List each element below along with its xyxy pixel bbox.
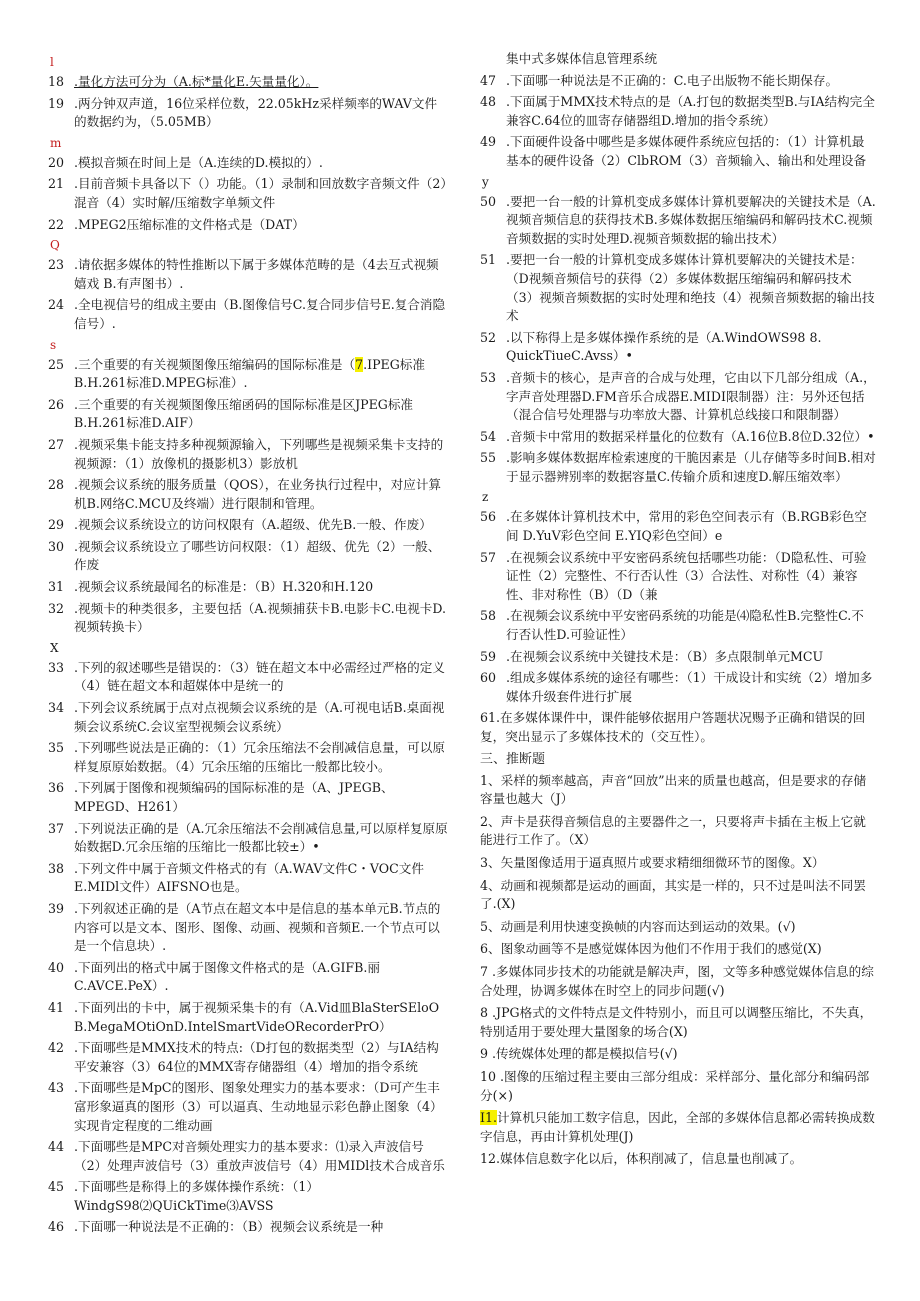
page-marker: X <box>50 640 59 655</box>
question-50: 50 .要把一台一般的计算机变成多媒体计算机要解决的关键技术是（A.视频音频信息的获得技术B.多媒体数据压缩编码和解码技术C.视频音频数据的实时处理D.视频音频数据的输出技术） <box>480 193 876 246</box>
question-42: 42 .下面哪些是MMX技术的特点:（D打包的数据类型（2）与IA结构平安兼容（3）64位的MMX寄存储器组（4）增加的指令系统 <box>48 1040 439 1074</box>
highlight-mark: 7 <box>355 356 364 372</box>
question-44: 44 .下面哪些是MPC对音频处理实力的基本要求：⑴录入声波信号（2）处理声波信号（3）重放声波信号（4）用MIDl技术合成音乐 <box>48 1139 445 1173</box>
question-37: 37 .下列说法正确的是（A.冗余压缩法不会削减信息量,可以原样复原原始数据D.冗余压缩的压缩比一般都比较±）• <box>48 820 448 855</box>
question-46-continued: 集中式多媒体信息管理系统 <box>506 51 658 66</box>
page-marker: z <box>482 490 489 505</box>
question-48: 48 .下面属于MMX技术特点的是（A.打包的数据类型B.与IA结构完全兼容C.64位的皿寄存储器组D.增加的指令系统） <box>480 94 875 128</box>
judgement-item: 2、声卡是获得音频信息的主要器件之一，只要将声卡插在主板上它就能进行工作了。（X） <box>480 813 866 848</box>
question-25: 25 .三个重要的有关视频图像压缩编码的国际标准是（7.IPEG标准B.H.261标准D.MPEG标准）. <box>48 356 425 391</box>
section-title: 三、推断题 <box>480 751 546 767</box>
question-61: 61.在多媒体课件中，课件能够依据用户答题状况赐予正确和错误的回复，突出显示了多媒体技术的（交互性）。 <box>480 710 866 744</box>
page-marker: m <box>50 135 62 150</box>
question-53: 53 .音频卡的核心，是声音的合成与处理，它由以下几部分组成（A.，字声音处理器D.FM音乐合成器E.MIDI限制器）注：另外还包括（混合信号处理器与功率放大器、计算机总线接口和限制器） <box>480 369 876 423</box>
question-57: 57 .在视频会议系统中平安密码系统包括哪些功能：（D隐私性、可验证性（2）完整性、不行否认性（3）合法性、对称性（4）兼容性、非对称性（B）（D（兼 <box>480 549 867 602</box>
question-36: 36 .下列属于图像和视频编码的国际标准的是（A、JPEGB、MPEGD、H261） <box>48 780 394 814</box>
question-54: 54 .音频卡中常用的数据采样量化的位数有（A.16位B.8位D.32位）• <box>480 428 875 444</box>
page-marker: Q <box>50 238 60 253</box>
question-43: 43 .下面哪些是MpC的图形、图象处理实力的基本要求：（D可产生丰富形象逼真的图形（3）可以逼真、生动地显示彩色静止图象（4）实现肯定程度的二维动画 <box>48 1080 443 1133</box>
question-20: 20 .模拟音频在时间上是（A.连续的D.模拟的）. <box>48 154 323 170</box>
judgement-item: 5、动画是利用快速变换帧的内容而达到运动的效果。(√) <box>480 918 796 934</box>
question-31: 31 .视频会议系统最闻名的标准是：（B）H.320和H.120 <box>48 579 374 595</box>
question-23: 23 .请依据多媒体的特性推断以下属于多媒体范畴的是（4去互式视频嬉戏 B.有声图书）. <box>48 257 439 291</box>
judgement-item: 12.媒体信息数字化以后，体积削减了，信息量也削减了。 <box>480 1151 803 1167</box>
judgement-item: 6、图象动画等不是感觉媒体因为他们不作用于我们的感觉(X) <box>480 941 822 957</box>
question-18: 18 .量化方法可分为（A.标*量化E.矢量量化）。 <box>48 74 319 89</box>
question-22: 22 .MPEG2压缩标准的文件格式是（DAT） <box>48 216 305 232</box>
question-29: 29 .视频会议系统设立的访问权限有（A.超级、优先B.一般、作废） <box>48 517 432 533</box>
question-24: 24 .全电视信号的组成主要由（B.图像信号C.复合同步信号E.复合消隐信号）. <box>48 297 446 331</box>
question-52: 52 .以下称得上是多媒体操作系统的是（A.WindOWS98 8. QuickTiueC.Avss）• <box>480 329 822 364</box>
judgement-item: 10 .图像的压缩过程主要由三部分组成：采样部分、量化部分和编码部分(×) <box>480 1068 870 1103</box>
judgement-item: 8 .JPG格式的文件特点是文件特别小，而且可以调整压缩比，不失真，特别适用于要处理大量图象的场合(X) <box>480 1005 873 1039</box>
question-34: 34 .下列会议系统属于点对点视频会议系统的是（A.可视电话B.桌面视频会议系统C.会议室型视频会议系统） <box>48 700 445 734</box>
page-marker: y <box>482 174 489 189</box>
question-58: 58 .在视频会议系统中平安密码系统的功能是⑷隐私性B.完整性C.不行否认性D.可验证性） <box>480 608 864 643</box>
question-49: 49 .下面硬件设备中哪些是多媒体硬件系统应包括的：（1）计算机最基本的硬件设备（2）ClbROM（3）音频输入、输出和处理设备 <box>480 134 867 168</box>
question-60: 60 .组成多媒体系统的途径有哪些：（1）干成设计和实统（2）增加多媒体升级套件进行扩展 <box>480 670 873 704</box>
question-30: 30 .视频会议系统设立了哪些访问权限：（1）超级、优先（2）一般、作废 <box>48 538 441 573</box>
question-32: 32 .视频卡的种类很多，主要包括（A.视频捕获卡B.电影卡C.电视卡D.视频转换卡） <box>48 600 447 635</box>
page-marker: l <box>50 55 54 69</box>
right-column <box>480 50 876 1173</box>
question-27: 27 .视频采集卡能支持多种视频源输入，下列哪些是视频采集卡支持的视频源：（1）放像机的摄影机3）影放机 <box>48 436 444 471</box>
question-47: 47 .下面哪一种说法是不正确的：C.电子出版物不能长期保存。 <box>480 72 839 88</box>
question-55: 55 .影响多媒体数据库检索速度的干脆因素是（儿存储等多时间B.相对于显示器辨别率的数据容量C.传输介质和速度D.解压缩效率） <box>480 450 876 484</box>
question-45: 45 .下面哪些是称得上的多媒体操作系统：（1）WindgS98⑵QUiCkTime⑶AVSS <box>48 1179 319 1213</box>
judgement-item: 1、采样的频率越高，声音“回放”出来的质量也越高，但是要求的存储容量也越大（J） <box>480 772 867 807</box>
judgement-item: 9 .传统媒体处理的都是模拟信号(√) <box>480 1046 678 1062</box>
question-41: 41 .下面列出的卡中，属于视频采集卡的有（A.Vid皿BlaSterSEloOB.MegaMOtiOnD.IntelSmartVideORecorderPrO） <box>48 999 440 1034</box>
judgement-item: 3、矢量图像适用于逼真照片或要求精细细微环节的图像。X） <box>480 854 825 870</box>
question-56: 56 .在多媒体计算机技术中，常用的彩色空间表示有（B.RGB彩色空间 D.YuV彩色空间 E.YIQ彩色空间）e <box>480 509 867 544</box>
left-column <box>48 54 448 1240</box>
question-28: 28 .视频会议系统的服务质量（QOS），在业务执行过程中，对应计算机B.网络C.MCU及终端）进行限制和管理。 <box>48 477 442 511</box>
question-51: 51 .要把一台一般的计算机变成多媒体计算机要解决的关键技术是：（D视频音频信号的获得（2）多媒体数据压缩编码和解码技术（3）视频音频数据的实时处理和绝技（4）视频音频数据的输出技术 <box>480 252 875 324</box>
question-40: 40 .下面列出的格式中属于图像文件格式的是（A.GIFB.丽C.AVCE.PeX）. <box>48 959 381 994</box>
question-46: 46 .下面哪一种说法是不正确的：（B）视频会议系统是一种 <box>48 1219 384 1235</box>
judgement-item: 7 .多媒体同步技术的功能就是解决声，图，文等多种感觉媒体信息的综合处理，协调多媒体在时空上的同步问题(√) <box>480 963 874 998</box>
judgement-item: 4、动画和视频都是运动的画面，其实是一样的，只不过是叫法不同罢了.(X) <box>480 877 866 912</box>
judgement-item: I1.计算机只能加工数字信息，因此，全部的多媒体信息都必需转换成数字信息，再由计算机处理(J) <box>480 1110 875 1144</box>
question-26: 26 .三个重要的有关视频图像压缩函码的国际标准是区JPEG标准B.H.261标准D.AIF） <box>48 396 414 431</box>
question-33: 33 .下列的叙述哪些是错误的：（3）链在超文本中必需经过严格的定义（4）链在超文本和超媒体中是统一的 <box>48 659 445 694</box>
question-21: 21 .目前音频卡具备以下（）功能。（1）录制和回放数字音频文件（2）混音（4）实时解/压缩数字单频文件 <box>48 176 447 210</box>
highlight-mark: I1. <box>480 1110 497 1126</box>
page-marker: s <box>50 337 57 352</box>
question-35: 35 .下列哪些说法是正确的：（1）冗余压缩法不会削减信息量，可以原样复原原始数据。（4）冗余压缩的压缩比一般都比较小。 <box>48 740 445 774</box>
question-38: 38 .下列文件中属于音频文件格式的有（A.WAV文件C・VOC文件E.MIDl文件）AIFSNO也是。 <box>48 860 424 895</box>
question-19: 19 .两分钟双声道，16位采样位数，22.05kHz采样频率的WAV文件的数据约为，（5.05MB） <box>48 95 438 130</box>
question-59: 59 .在视频会议系统中关键技术是：（B）多点限制单元MCU <box>480 648 824 664</box>
question-39: 39 .下列叙述正确的是（A节点在超文本中是信息的基本单元B.节点的内容可以是文本、图形、图像、动画、视频和音频E.一个节点可以是一个信息块）. <box>48 900 441 954</box>
